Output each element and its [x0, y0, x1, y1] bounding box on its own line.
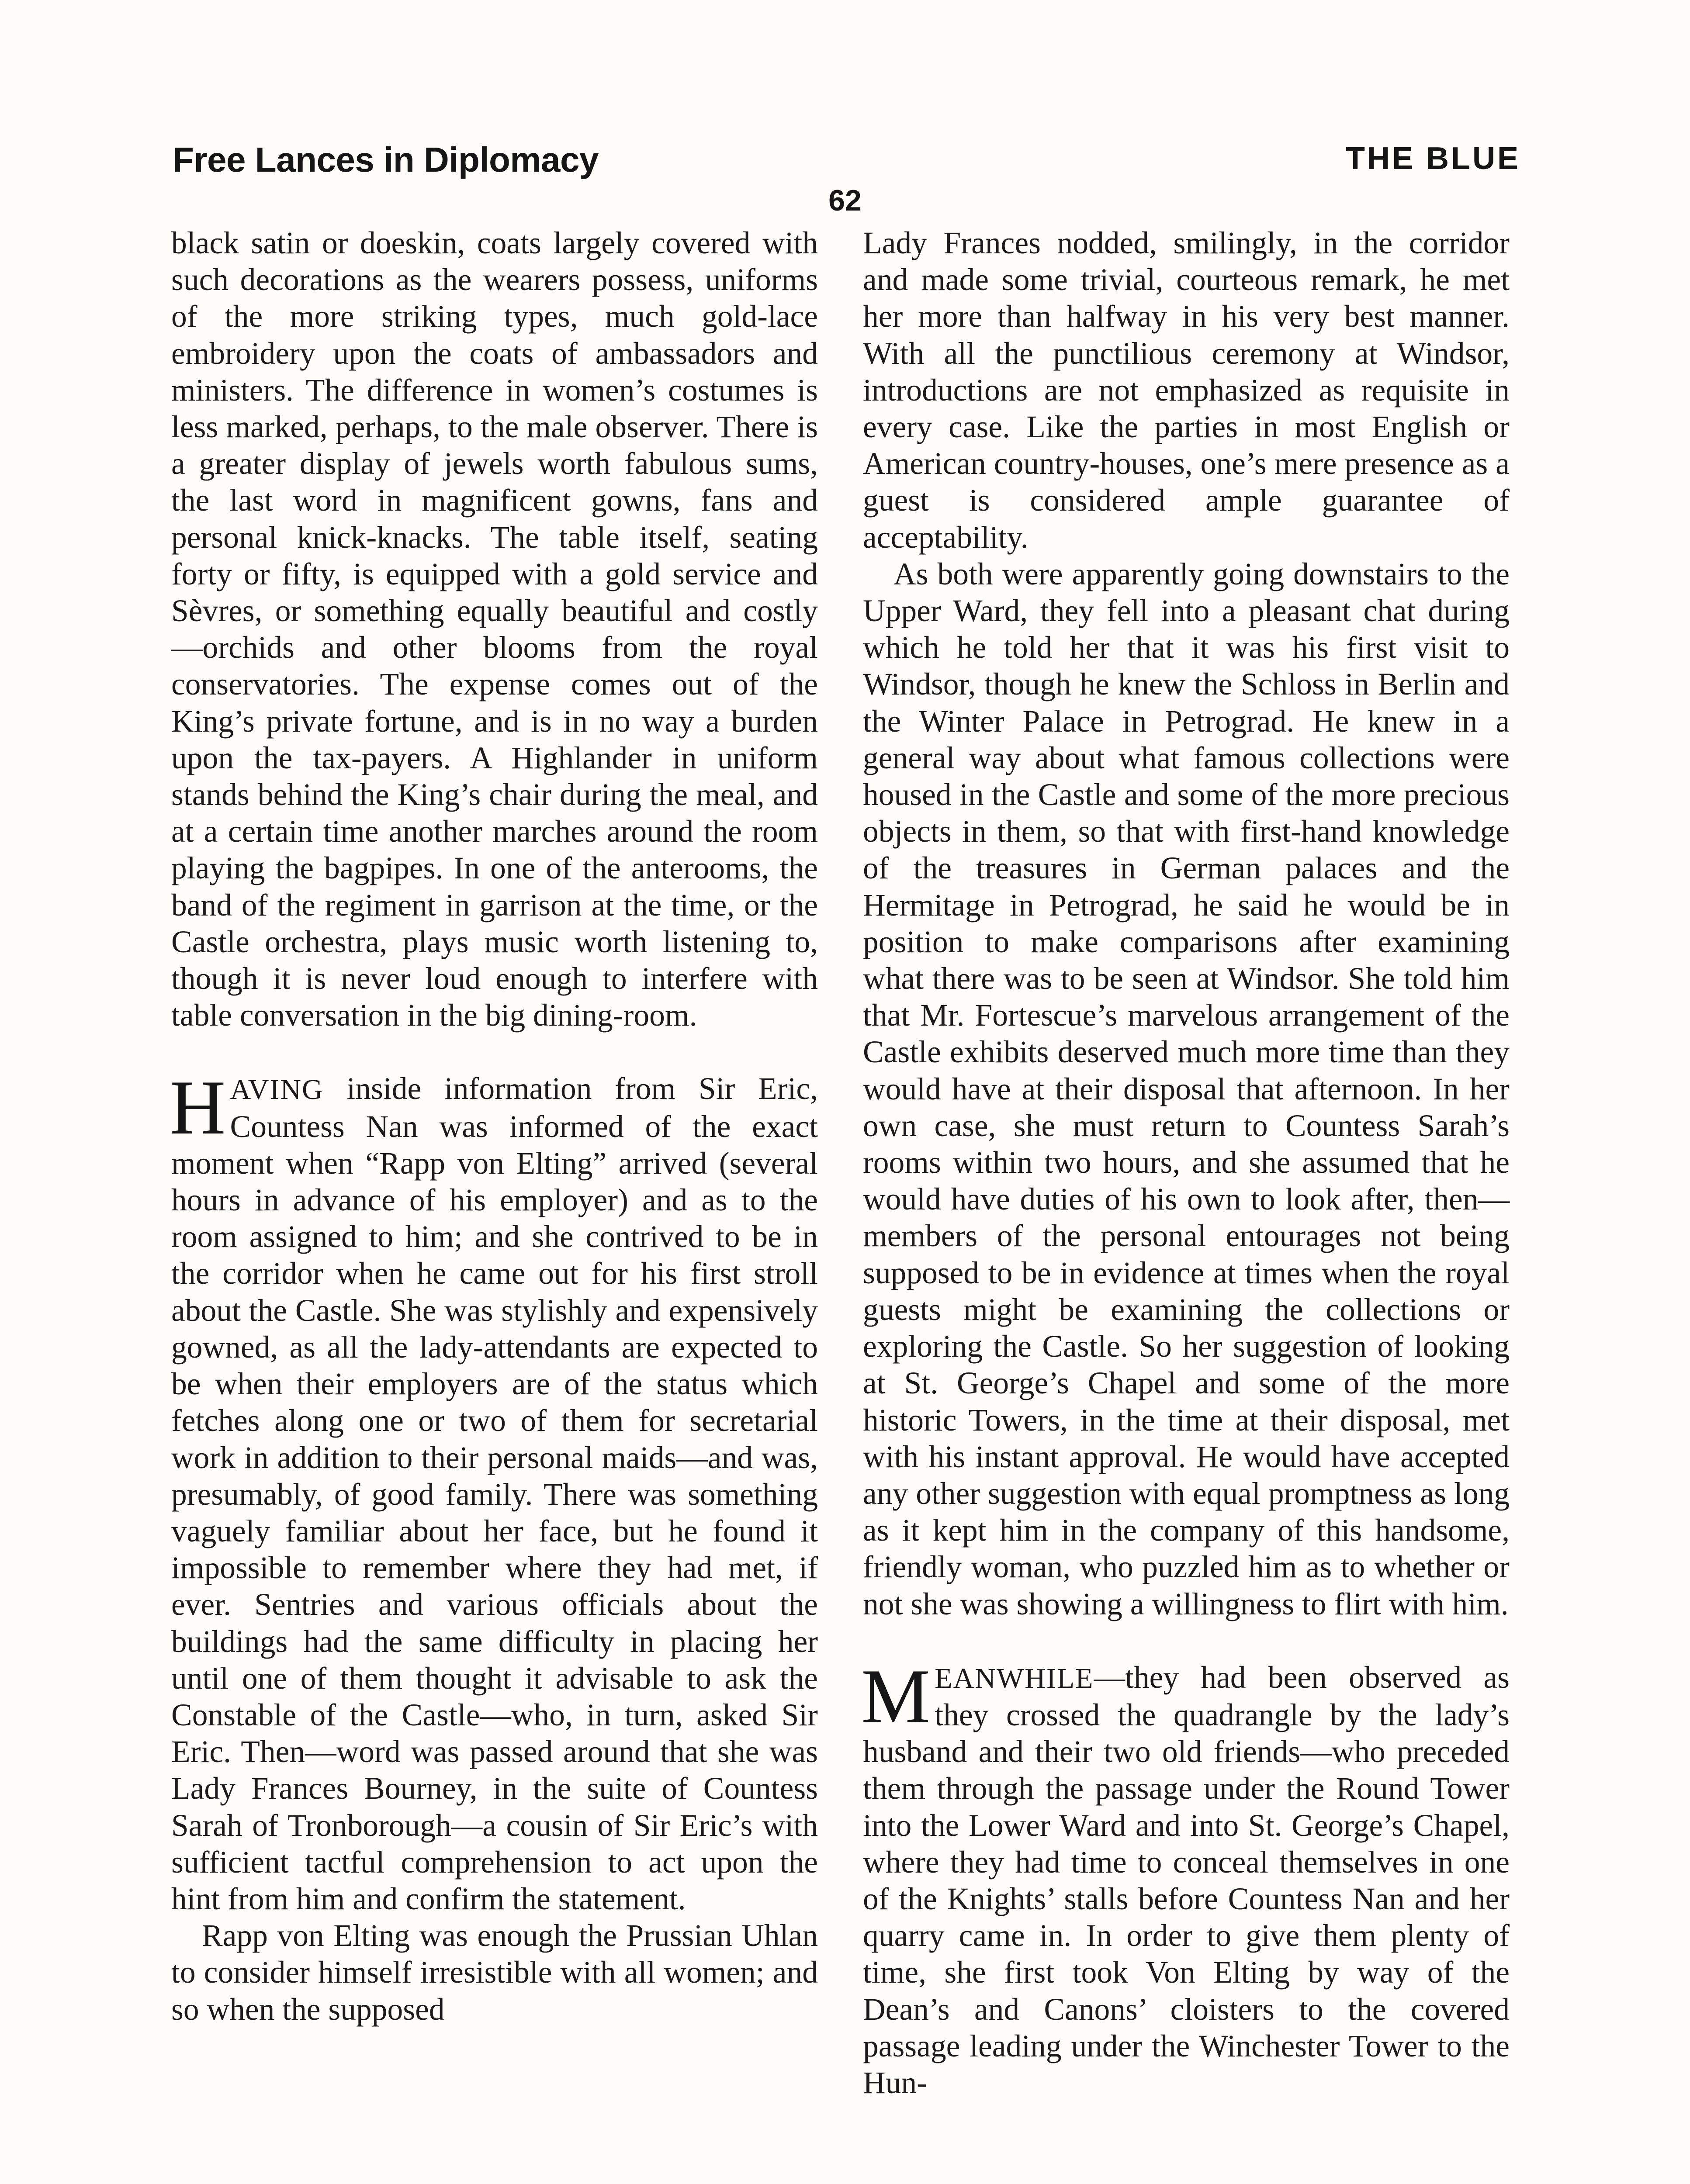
- paragraph-dropcap: [170, 1064, 818, 1918]
- drop-cap-lead: AVING: [230, 1074, 324, 1106]
- paragraph: black satin or doeskin, coats largely covered with such decorations as the wearers possess, uniforms of the more striking types, much gold-lace embroidery upon the coats of ambassadors and ministers. The difference in women’s costumes is less marked, perhaps, to the male observer. There is a greater display of jewels worth fabulous sums, the last word in magnificent gowns, fans and personal knick-knacks. The table itself, seating forty or fifty, is equipped with a gold service and Sèvres, or something equally beautiful and costly —orchids and other blooms from the royal conservatories. The expense comes out of the King’s private fortune, and is in no way a burden upon the tax-payers. A Highlander in uniform stands behind the King’s chair during the meal, and at a certain time another marches around the room playing the bagpipes. In one of the anterooms, the band of the regiment in garrison at the time, or the Castle orchestra, plays music worth listening to, though it is never loud enough to interfere with table conversation in the big dining-room.: [171, 226, 818, 1033]
- drop-cap: M: [861, 1652, 931, 1739]
- paragraph: Lady Frances nodded, smilingly, in the corridor and made some trivial, courteous remark, he met her more than halfway in his very best manner. With all the punctilious ceremony at Windsor, introductions are not emphasized as requisite in every case. Like the parties in most English or American country-houses, one’s mere presence as a guest is considered ample guarantee of acceptability.: [863, 226, 1510, 555]
- magazine-name: THE BLUE: [1346, 141, 1520, 176]
- left-column: [171, 225, 818, 2028]
- right-column: [863, 225, 1510, 2101]
- drop-cap-lead: EANWHILE: [935, 1662, 1094, 1694]
- paragraph-dropcap: [861, 1652, 1510, 2101]
- paragraph: Rapp von Elting was enough the Prussian Uhlan to consider himself irresistible with all women; and so when the supposed: [171, 1918, 818, 2027]
- section-break: [171, 1034, 818, 1071]
- paragraph-text: —they had been observed as they crossed the quadrangle by the lady’s husband and their two old friends—who preceded them through the passage under the Round Tower into the Lower Ward and into St. George’s Chapel, where they had time to conceal themselves in one of the Knights’ stalls before Countess Nan and her quarry came in. In order to give them plenty of time, she first took Von Elting by way of the Dean’s and Canons’ cloisters to the covered passage leading under the Winchester Tower to the Hun-: [863, 1660, 1510, 2100]
- story-title: Free Lances in Diplomacy: [173, 140, 599, 179]
- paragraph: As both were apparently going downstairs to the Upper Ward, they fell into a pleasant chat during which he told her that it was his first visit to Windsor, though he knew the Schloss in Berlin and the Winter Palace in Petrograd. He knew in a general way about what famous collections were housed in the Castle and some of the more precious objects in them, so that with first-hand knowledge of the treasures in German palaces and the Hermitage in Petrograd, he said he would be in position to make comparisons after examining what there was to be seen at Windsor. She told him that Mr. Fortescue’s marvelous arrangement of the Castle exhibits deserved much more time than they would have at their disposal that afternoon. In her own case, she must return to Countess Sarah’s rooms within two hours, and she assumed that he would have duties of his own to look after, then—members of the personal entourages not being supposed to be in evidence at times when the royal guests might be examining the collections or exploring the Castle. So her suggestion of looking at St. George’s Chapel and some of the more historic Towers, in the time at their disposal, met with his instant approval. He would have accepted any other suggestion with equal promptness as long as it kept him in the company of this handsome, friendly woman, who puzzled him as to whether or not she was showing a willingness to flirt with him.: [863, 556, 1510, 1621]
- section-break: [863, 1623, 1510, 1659]
- page-number: 62: [828, 184, 862, 217]
- drop-cap: H: [170, 1064, 226, 1151]
- running-head: [173, 140, 1520, 188]
- paragraph-text: inside information from Sir Eric, Countess Nan was informed of the exact moment when “Rapp von Elting” arrived (several hours in advance of his employer) and as to the room assigned to him; and she contrived to be in the corridor when he came out for his first stroll about the Castle. She was stylishly and expensively gowned, as all the lady-attendants are expected to be when their employers are of the status which fetches along one or two of them for secretarial work in addition to their personal maids—and was, presumably, of good family. There was something vaguely familiar about her face, but he found it impossible to remember where they had met, if ever. Sentries and various officials about the buildings had the same difficulty in placing her until one of them thought it advisable to ask the Constable of the Castle—who, in turn, asked Sir Eric. Then—word was passed around that she was Lady Frances Bourney, in the suite of Countess Sarah of Tronborough—a cousin of Sir Eric’s with sufficient tactful comprehension to act upon the hint from him and confirm the statement.: [171, 1071, 818, 1916]
